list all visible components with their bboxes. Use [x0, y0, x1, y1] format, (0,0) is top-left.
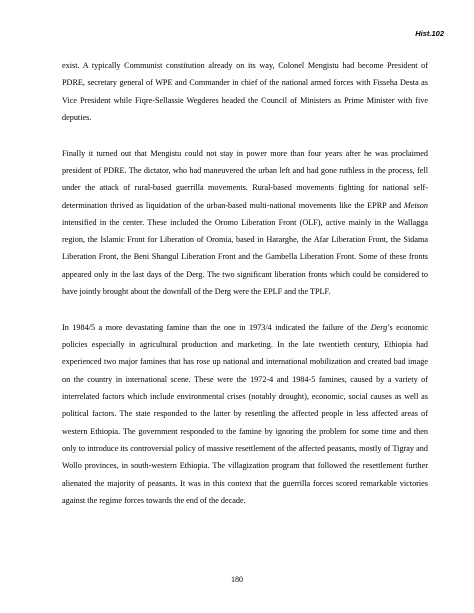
- course-code-header: Hist.102: [415, 29, 444, 38]
- paragraph-1-text: exist. A typically Communist constitution already on its way, Colonel Mengistu had become President of PDRE, secretary general of WPE and Commander in chief of the national armed forces with Fisseha Desta as Vice President while Fiqre-Sellassie Wegderes headed the Council of Ministers as Prime Minister with five deputies.: [62, 61, 428, 122]
- meison-italic-term: Meison: [403, 200, 428, 210]
- paragraph-3: [62, 319, 428, 509]
- paragraph-3-text-part-1: In 1984/5 a more devastating famine than the one in 1973/4 indicated the failure of the: [62, 322, 371, 332]
- document-body: [62, 57, 428, 528]
- derg-italic-term: Derg: [370, 322, 388, 332]
- paragraph-2: [62, 145, 428, 301]
- paragraph-3-text-part-2: ’s economic policies especially in agricultural production and marketing. In the late twentieth century, Ethiopia had experienced two major famines that has rose up national and international mobilization and created bad image on the country in international scene. These were the 1972-4 and 1984-5 famines, caused by a variety of interrelated factors which include environmental crises (notably drought), economic, social causes as well as political factors. The state responded to the latter by resettling the affected people in less affected areas of western Ethiopia. The government responded to the famine by ignoring the problem for some time and then only to introduce its controversial policy of massive resettlement of the affected peasants, mostly of Tigray and Wollo provinces, in south-western Ethiopia. The villagization program that followed the resettlement further alienated the majority of peasants. It was in this context that the guerrilla forces scored remarkable victories against the regime forces towards the end of the decade.: [62, 322, 428, 505]
- page-number: 180: [231, 575, 243, 584]
- paragraph-1: [62, 57, 428, 126]
- paragraph-2-text-part-2: intensified in the center. These included the Oromo Liberation Front (OLF), active mainly in the Wallagga region, the Islamic Front for Liberation of Oromia, based in Hararghe, the Afar Liberation Front, the Sidama Liberation Front, the Beni Shangul Liberation Front and the Gambella Liberation Front. Some of these fronts appeared only in the last days of the Derg. The two significant liberation fronts which could be considered to have jointly brought about the downfall of the Derg were the EPLF and the TPLF.: [62, 217, 428, 297]
- paragraph-2-text-part-1: Finally it turned out that Mengistu could not stay in power more than four years after he was proclaimed president of PDRE. The dictator, who had maneuvered the urban left and had gone ruthless in the process, fell under the attack of rural-based guerrilla movements. Rural-based movements fighting for national self-determination thrived as liquidation of the urban-based multi-national movements like the EPRP and: [62, 148, 428, 210]
